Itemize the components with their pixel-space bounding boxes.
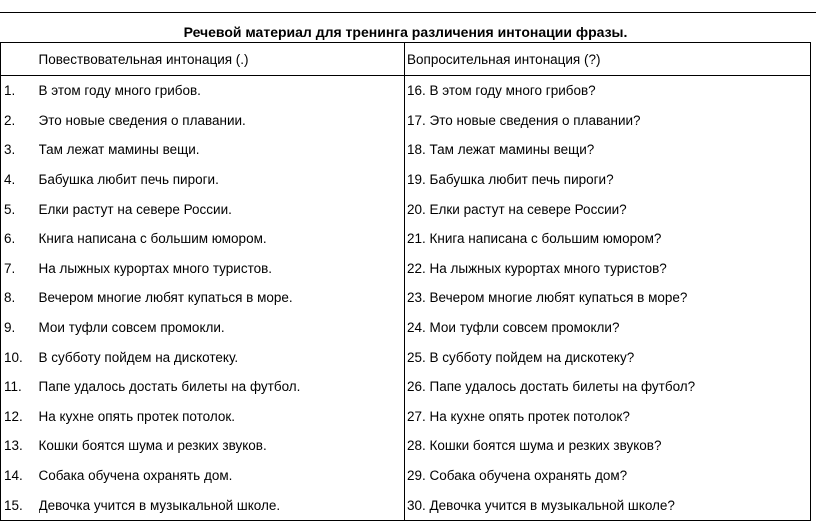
interrogative-sentence: 27. На кухне опять протек потолок? — [405, 402, 811, 432]
table-row — [1, 402, 811, 432]
table-row — [1, 135, 811, 165]
row-number: 7. — [1, 254, 39, 284]
interrogative-sentence: 22. На лыжных курортах много туристов? — [405, 254, 811, 284]
declarative-sentence: Книга написана с большим юмором. — [39, 224, 405, 254]
table-row — [1, 461, 811, 491]
declarative-sentence: Мои туфли совсем промокли. — [39, 313, 405, 343]
row-number: 4. — [1, 165, 39, 195]
row-number: 2. — [1, 106, 39, 136]
interrogative-sentence: 29. Собака обучена охранять дом? — [405, 461, 811, 491]
header-number-cell — [1, 43, 39, 76]
table-row — [1, 283, 811, 313]
row-number: 1. — [1, 76, 39, 106]
declarative-sentence: Там лежат мамины вещи. — [39, 135, 405, 165]
row-number: 5. — [1, 194, 39, 224]
declarative-sentence: На лыжных курортах много туристов. — [39, 254, 405, 284]
table-row — [1, 224, 811, 254]
table-row — [1, 106, 811, 136]
interrogative-sentence: 16. В этом году много грибов? — [405, 76, 811, 106]
declarative-sentence: В этом году много грибов. — [39, 76, 405, 106]
interrogative-sentence: 21. Книга написана с большим юмором? — [405, 224, 811, 254]
table-row — [1, 372, 811, 402]
interrogative-sentence: 18. Там лежат мамины вещи? — [405, 135, 811, 165]
declarative-sentence: Елки растут на севере России. — [39, 194, 405, 224]
row-number: 15. — [1, 490, 39, 520]
table-title-row — [1, 22, 811, 43]
declarative-sentence: Папе удалось достать билеты на футбол. — [39, 372, 405, 402]
speech-material-table — [0, 22, 811, 521]
declarative-sentence: Девочка учится в музыкальной школе. — [39, 490, 405, 520]
table-row — [1, 254, 811, 284]
table-row — [1, 313, 811, 343]
table-row — [1, 76, 811, 106]
declarative-sentence: Это новые сведения о плавании. — [39, 106, 405, 136]
table-row — [1, 490, 811, 520]
table-title: Речевой материал для тренинга различения интонации фразы. — [1, 22, 811, 43]
declarative-sentence: Собака обучена охранять дом. — [39, 461, 405, 491]
row-number: 8. — [1, 283, 39, 313]
row-number: 13. — [1, 431, 39, 461]
row-number: 9. — [1, 313, 39, 343]
table-row — [1, 194, 811, 224]
declarative-sentence: Вечером многие любят купаться в море. — [39, 283, 405, 313]
header-interrogative: Вопросительная интонация (?) — [405, 43, 811, 76]
declarative-sentence: Бабушка любит печь пироги. — [39, 165, 405, 195]
table-row — [1, 165, 811, 195]
table-header-row — [1, 43, 811, 76]
interrogative-sentence: 25. В субботу пойдем на дискотеку? — [405, 342, 811, 372]
row-number: 11. — [1, 372, 39, 402]
declarative-sentence: На кухне опять протек потолок. — [39, 402, 405, 432]
row-number: 14. — [1, 461, 39, 491]
declarative-sentence: Кошки боятся шума и резких звуков. — [39, 431, 405, 461]
row-number: 10. — [1, 342, 39, 372]
row-number: 12. — [1, 402, 39, 432]
declarative-sentence: В субботу пойдем на дискотеку. — [39, 342, 405, 372]
top-rule — [0, 12, 816, 13]
row-number: 3. — [1, 135, 39, 165]
interrogative-sentence: 26. Папе удалось достать билеты на футбол? — [405, 372, 811, 402]
interrogative-sentence: 19. Бабушка любит печь пироги? — [405, 165, 811, 195]
interrogative-sentence: 24. Мои туфли совсем промокли? — [405, 313, 811, 343]
interrogative-sentence: 30. Девочка учится в музыкальной школе? — [405, 490, 811, 520]
interrogative-sentence: 20. Елки растут на севере России? — [405, 194, 811, 224]
table-row — [1, 431, 811, 461]
interrogative-sentence: 23. Вечером многие любят купаться в море? — [405, 283, 811, 313]
interrogative-sentence: 28. Кошки боятся шума и резких звуков? — [405, 431, 811, 461]
table-row — [1, 342, 811, 372]
row-number: 6. — [1, 224, 39, 254]
header-declarative: Повествовательная интонация (.) — [39, 43, 405, 76]
interrogative-sentence: 17. Это новые сведения о плавании? — [405, 106, 811, 136]
